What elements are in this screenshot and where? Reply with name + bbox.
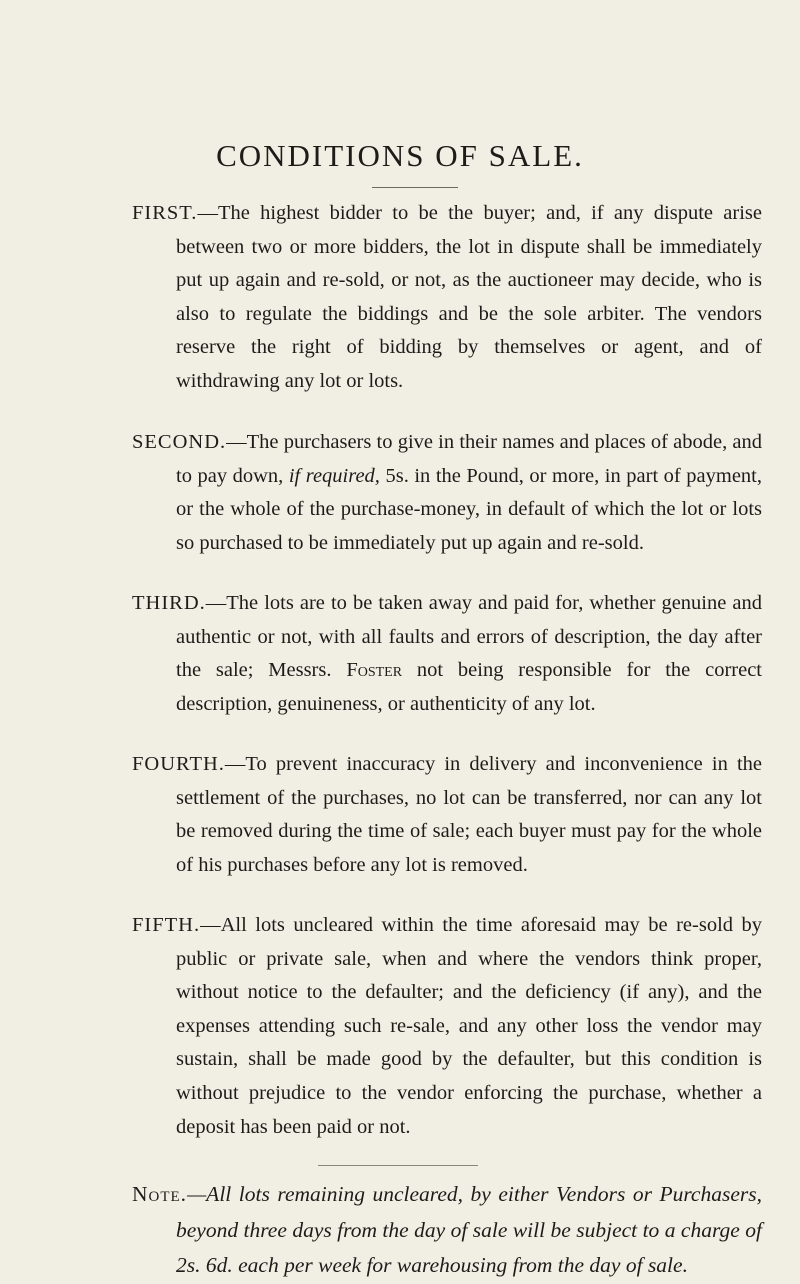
condition-fourth-lead: FOURTH. — [132, 753, 225, 775]
condition-second-lead: SECOND. — [132, 431, 227, 453]
condition-first-lead: FIRST. — [132, 202, 198, 224]
condition-third-text-after: not being responsible for the correct description, genuineness, or authenticity of any lot. — [176, 659, 762, 715]
condition-first-text: —The highest bidder to be the buyer; and, if any dispute arise between two or more bidders, the lot in dispute shall be immediately put up again and re-sold, or not, as the auctioneer may decide, who is also to regulate the biddings and be the sole arbiter. The vendors reserve the right of bidding by themselves or agent, and of withdrawing any lot or lots. — [176, 202, 762, 392]
note-divider — [318, 1165, 478, 1166]
storage-note-text: —All lots remaining uncleared, by either Vendors or Purchasers, beyond three days from the day of sale will be subject to a charge of 2s. 6d. each per week for warehousing from the day of sale. — [176, 1182, 762, 1277]
condition-fifth-text: —All lots uncleared within the time aforesaid may be re-sold by public or private sale, when and where the vendors think proper, without notice to the defaulter; and the deficiency (if any), and the expenses attending such re-sale, and any other loss the vendor may sustain, shall be made good by the defaulter, but this condition is without prejudice to the vendor enforcing the purchase, whether a deposit has been paid or not. — [176, 914, 762, 1138]
storage-note-lead: Note. — [132, 1182, 188, 1206]
condition-fourth — [132, 748, 762, 882]
page-title: CONDITIONS OF SALE. — [216, 138, 584, 173]
storage-note — [132, 1177, 762, 1284]
condition-second-italic: if required, — [288, 464, 380, 487]
condition-second — [132, 426, 762, 560]
condition-third-lead: THIRD. — [132, 592, 206, 614]
condition-first — [132, 197, 762, 399]
condition-third — [132, 587, 762, 721]
condition-fifth-lead: FIFTH. — [132, 914, 201, 936]
title-divider — [372, 187, 458, 188]
condition-fifth — [132, 909, 762, 1144]
condition-third-firm-name: Foster — [346, 659, 403, 682]
condition-fourth-text: —To prevent inaccuracy in delivery and inconvenience in the settlement of the purchases, no lot can be transferred, nor can any lot be removed during the time of sale; each buyer must pay for the whole of his purchases before any lot is removed. — [176, 753, 762, 876]
condition-third-text-before: —The lots are to be taken away and paid for, whether genuine and authentic or not, with all faults and errors of description, the day after the sale; Messrs. — [176, 592, 762, 682]
condition-second-text-after: 5s. in the Pound, or more, in part of payment, or the whole of the purchase-money, in default of which the lot or lots so purchased to be immediately put up again and re-sold. — [176, 464, 762, 554]
condition-second-text-before: —The purchasers to give in their names and places of abode, and to pay down, — [176, 431, 762, 487]
